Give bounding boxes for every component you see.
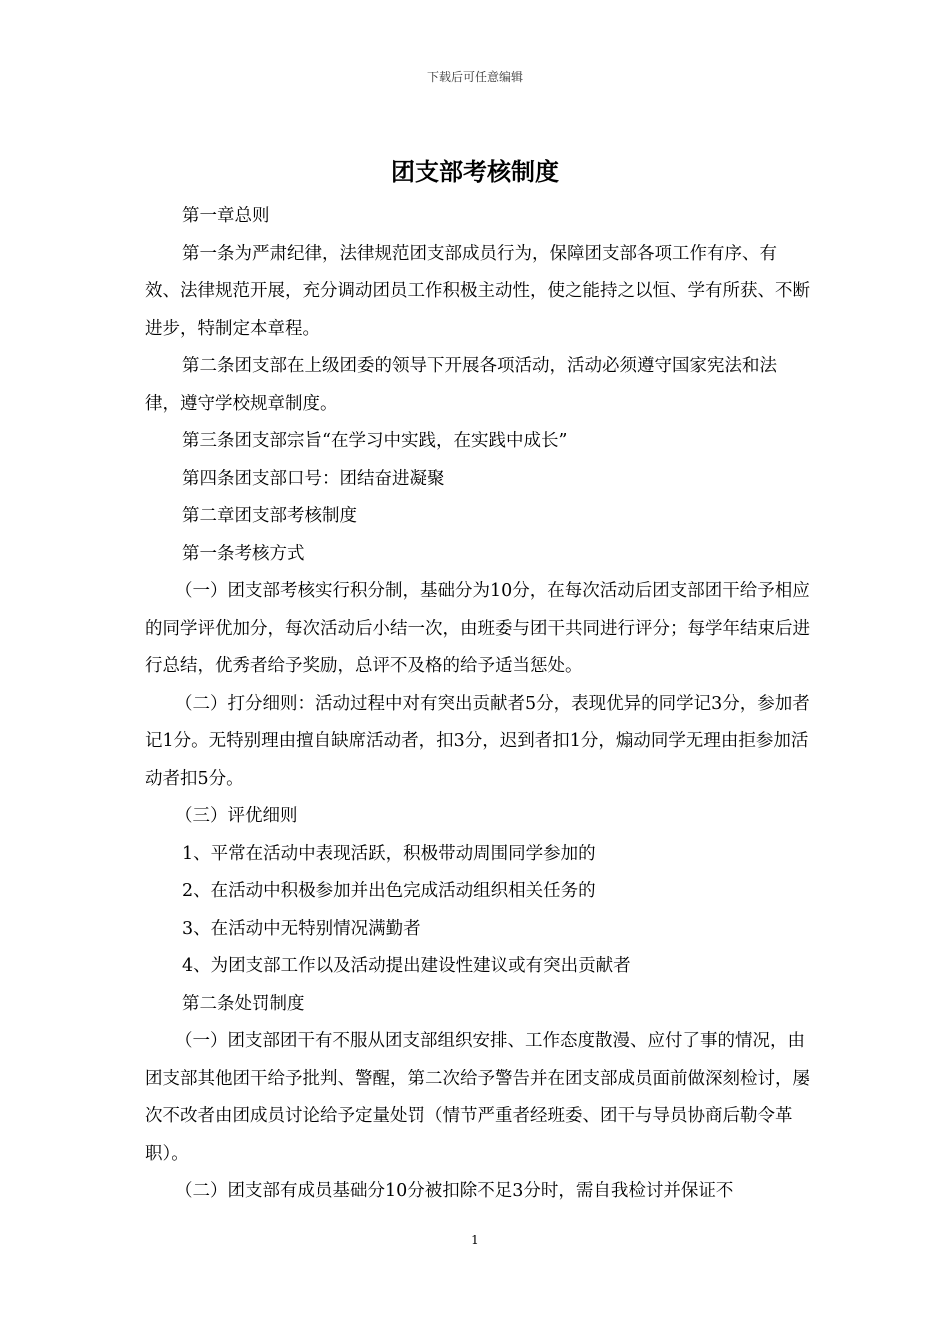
document-body	[145, 198, 810, 1211]
page-number: 1	[471, 1233, 479, 1247]
paragraph: 第一条为严肃纪律，法律规范团支部成员行为，保障团支部各项工作有序、有效、法律规范开展，充分调动团员工作积极主动性，使之能持之以恒、学有所获、不断进步，特制定本章程。	[145, 243, 810, 339]
paragraph: （二）团支部有成员基础分10分被扣除不足3分时，需自我检讨并保证不	[175, 1181, 734, 1201]
list-item: 1、平常在活动中表现活跃，积极带动周围同学参加的	[182, 843, 596, 864]
paragraph: 第二条处罚制度	[182, 993, 305, 1014]
paragraph: 第四条团支部口号：团结奋进凝聚	[182, 468, 445, 489]
paragraph: 第一条考核方式	[182, 543, 305, 564]
paragraph: 第二条团支部在上级团委的领导下开展各项活动，活动必须遵守国家宪法和法律，遵守学校规章制度。	[145, 356, 777, 414]
page-header: 下载后可任意编辑	[426, 70, 523, 84]
paragraph: （一）团支部考核实行积分制，基础分为10分，在每次活动后团支部团干给予相应的同学评优加分，每次活动后小结一次，由班委与团干共同进行评分；每学年结束后进行总结，优秀者给予奖励，总评不及格的给予适当惩处。	[145, 581, 810, 676]
paragraph: 第一章总则	[182, 206, 270, 226]
paragraph: （二）打分细则：活动过程中对有突出贡献者5分，表现优异的同学记3分，参加者记1分。无特别理由擅自缺席活动者，扣3分，迟到者扣1分，煽动同学无理由拒参加活动者扣5分。	[145, 693, 810, 789]
paragraph: 第三条团支部宗旨“在学习中实践，在实践中成长”	[182, 431, 568, 451]
paragraph: 第二章团支部考核制度	[182, 506, 357, 526]
paragraph: （一）团支部团干有不服从团支部组织安排、工作态度散漫、应付了事的情况，由团支部其他团干给予批判、警醒，第二次给予警告并在团支部成员面前做深刻检讨，屡次不改者由团成员讨论给予定量处罚（情节严重者经班委、团干与导员协商后勒令革职）。	[145, 1031, 810, 1164]
document-title: 团支部考核制度	[391, 158, 559, 186]
list-item: 3、在活动中无特别情况满勤者	[182, 918, 421, 939]
list-item: 2、在活动中积极参加并出色完成活动组织相关任务的	[182, 881, 596, 901]
paragraph: （三）评优细则	[175, 806, 298, 826]
list-item: 4、为团支部工作以及活动提出建设性建议或有突出贡献者	[182, 956, 631, 976]
